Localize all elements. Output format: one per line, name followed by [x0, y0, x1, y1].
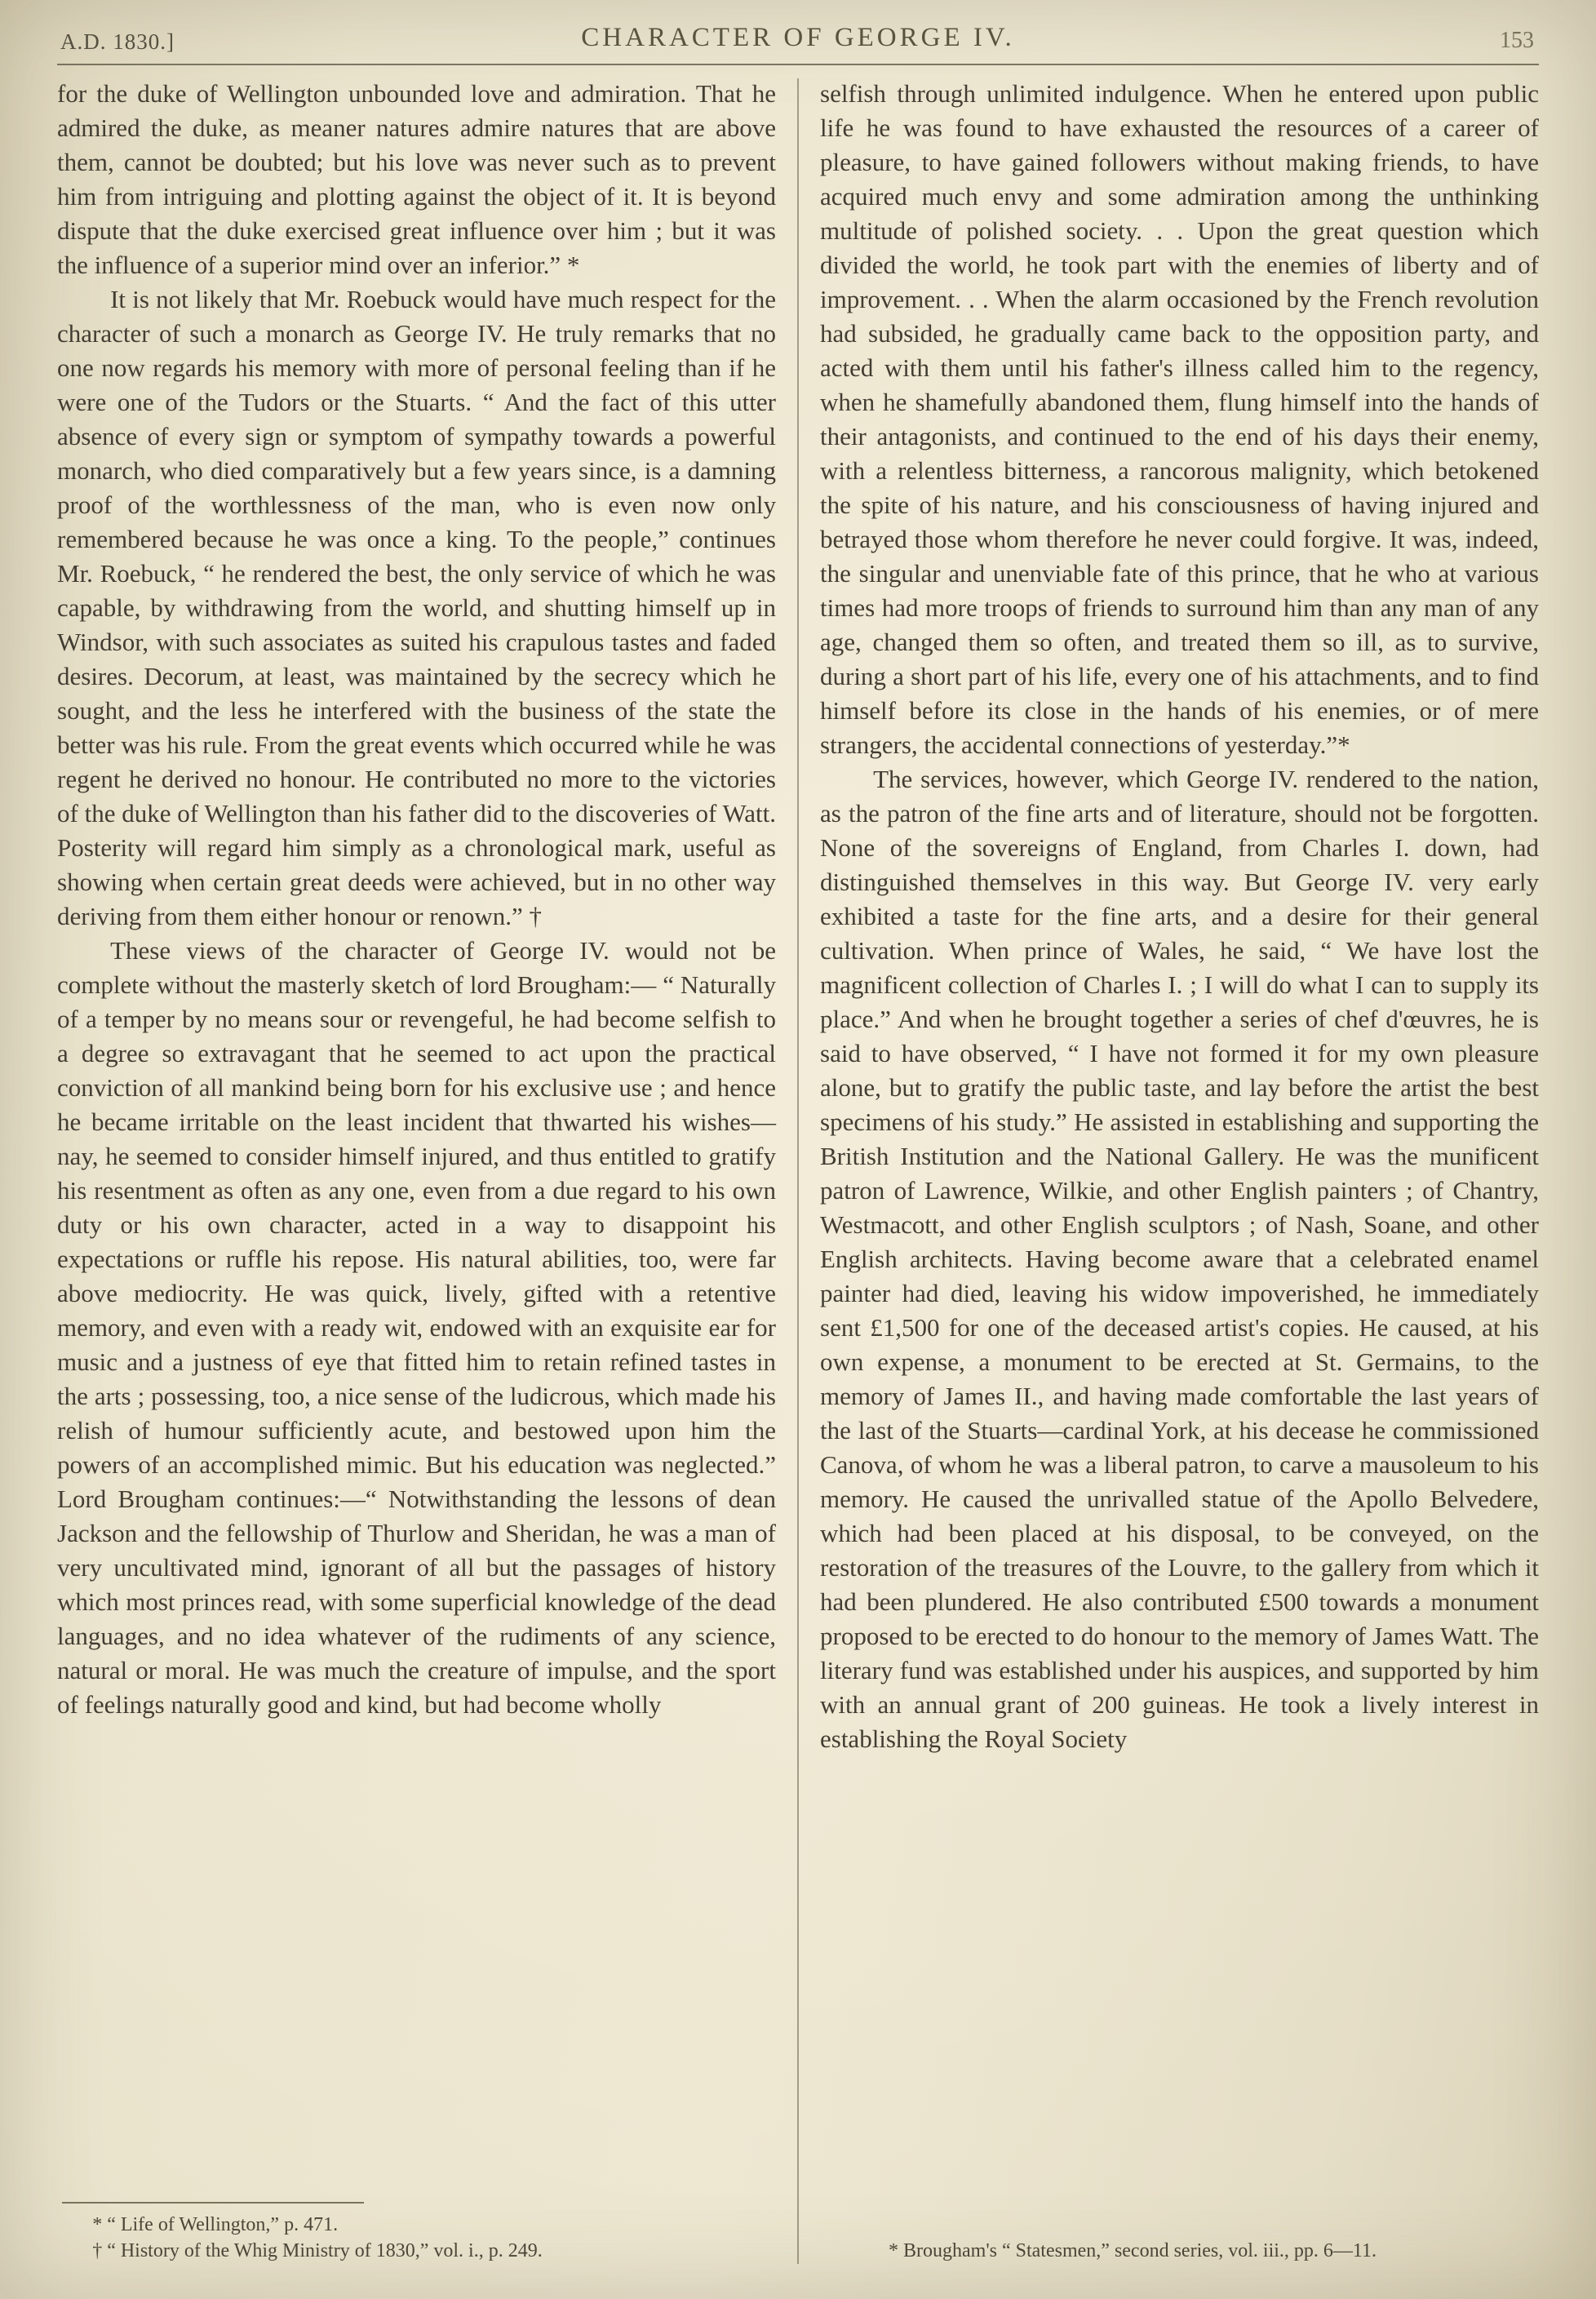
left-column: [57, 77, 797, 2264]
date-label: A.D. 1830.]: [60, 29, 175, 54]
right-column: [799, 77, 1539, 2264]
footnote: * “ Life of Wellington,” p. 471.: [92, 2214, 339, 2235]
footnote-rule: [62, 2202, 364, 2204]
page-header: [57, 21, 1539, 59]
footnote: † “ History of the Whig Ministry of 1830,” vol. i., p. 249.: [92, 2240, 543, 2261]
footnote: * Brougham's “ Statesmen,” second series, vol. iii., pp. 6—11.: [889, 2240, 1377, 2261]
paragraph: These views of the character of George IV. would not be complete without the masterly sketch of lord Brougham:— “ Naturally of a temper by no means sour or revengeful, he had become selfish to a degree so extravagant that he seemed to act upon the practical conviction of all mankind being born for his exclusive use ; and hence he became irritable on the least incident that thwarted his wishes— nay, he seemed to consider himself injured, and thus entitled to gratify his resentment as often as any one, even from a due regard to his own duty or his own character, acted in a way to disappoint his expectations or ruffle his repose. His natural abilities, too, were far above mediocrity. He was quick, lively, gifted with a retentive memory, and even with a ready wit, endowed with an exquisite ear for music and a justness of eye that fitted him to retain refined tastes in the arts ; possessing, too, a nice sense of the ludicrous, which made his relish of humour sufficiently acute, and bestowed upon him the powers of an accomplished mimic. But his education was neglected.” Lord Brougham continues:—“ Notwithstanding the lessons of dean Jackson and the fellowship of Thurlow and Sheridan, he was a man of very uncultivated mind, ignorant of all but the passages of history which most princes read, with some superficial knowledge of the dead languages, and no idea whatever of the rudiments of any science, natural or moral. He was much the creature of impulse, and the sport of feelings naturally good and kind, but had become wholly: [57, 936, 776, 1719]
paragraph: It is not likely that Mr. Roebuck would have much respect for the character of such a monarch as George IV. He truly remarks that no one now regards his memory with more of personal feeling than if he were one of the Tudors or the Stuarts. “ And the fact of this utter absence of every sign or symptom of sympathy towards a powerful monarch, who died comparatively but a few years since, is a damning proof of the worthlessness of the man, who is even now only remembered because he was once a king. To the people,” continues Mr. Roebuck, “ he rendered the best, the only service of which he was capable, by withdrawing from the world, and shutting himself up in Windsor, with such associates as suited his crapulous tastes and faded desires. Decorum, at least, was maintained by the secrecy which he sought, and the less he interfered with the business of the state the better was his rule. From the great events which occurred while he was regent he derived no honour. He contributed no more to the victories of the duke of Wellington than his father did to the discoveries of Watt. Posterity will regard him simply as a chronological mark, useful as showing when certain great deeds were achieved, but in no other way deriving from them either honour or renown.” †: [57, 285, 776, 930]
paragraph-continuation: selfish through unlimited indulgence. When he entered upon public life he was found to have exhausted the resources of a career of pleasure, to have gained followers without making friends, to have acquired much envy and some admiration among the unthinking multitude of polished society. . . Upon the great question which divided the world, he took part with the enemies of liberty and of improvement. . . When the alarm occasioned by the French revolution had subsided, he gradually came back to the opposition party, and acted with them until his father's illness called him to the regency, when he shamefully abandoned them, flung himself into the hands of their antagonists, and continued to the end of his days their enemy, with a relentless bitterness, a rancorous malignity, which betokened the spite of his nature, and his consciousness of having injured and betrayed those whom therefore he never could forgive. It was, indeed, the singular and unenviable fate of this prince, that he who at various times had more troops of friends to surround him than any man of any age, changed them so often, and treated them so ill, as to survive, during a short part of his life, every one of his attachments, and to find himself before its close in the hands of his enemies, or of mere strangers, the accidental connections of yesterday.”*: [820, 79, 1539, 759]
paragraph: The services, however, which George IV. rendered to the nation, as the patron of the fine arts and of literature, should not be forgotten. None of the sovereigns of England, from Charles I. down, had distinguished themselves in this way. But George IV. very early exhibited a taste for the fine arts, and a desire for their general cultivation. When prince of Wales, he said, “ We have lost the magnificent collection of Charles I. ; I will do what I can to supply its place.” And when he brought together a series of chef d'œuvres, he is said to have observed, “ I have not formed it for my own pleasure alone, but to gratify the public taste, and lay before the artist the best specimens of his study.” He assisted in establishing and supporting the British Institution and the National Gallery. He was the munificent patron of Lawrence, Wilkie, and other English painters ; of Chantry, Westmacott, and other English sculptors ; of Nash, Soane, and other English architects. Having become aware that a celebrated enamel painter had died, leaving his widow impoverished, he immediately sent £1,500 for one of the deceased artist's copies. He caused, at his own expense, a monument to be erected at St. Germains, to the memory of James II., and having made comfortable the last years of the last of the Stuarts—cardinal York, at his decease he commissioned Canova, of whom he was a liberal patron, to carve a mausoleum to his memory. He caused the unrivalled statue of the Apollo Belvedere, which had been placed at his disposal, to be conveyed, on the restoration of the treasures of the Louvre, to the gallery from which it had been plundered. He also contributed £500 towards a monument proposed to be erected to do honour to the memory of James Watt. The literary fund was established under his auspices, and supported by him with an annual grant of 200 guineas. He took a lively interest in establishing the Royal Society: [820, 765, 1539, 1753]
two-column-text-area: [57, 77, 1539, 2264]
paragraph-continuation: for the duke of Wellington unbounded love and admiration. That he admired the duke, as meaner natures admire natures that are above them, cannot be doubted; but his love was never such as to prevent him from intriguing and plotting against the object of it. It is beyond dispute that the duke exercised great influence over him ; but it was the influence of a superior mind over an inferior.” *: [57, 79, 776, 279]
footnotes-left: [57, 2190, 776, 2264]
page-title: CHARACTER OF GEORGE IV.: [581, 23, 1015, 52]
header-rule: [57, 64, 1539, 65]
footnotes-right: [820, 2226, 1539, 2264]
page-number: 153: [1500, 28, 1534, 53]
